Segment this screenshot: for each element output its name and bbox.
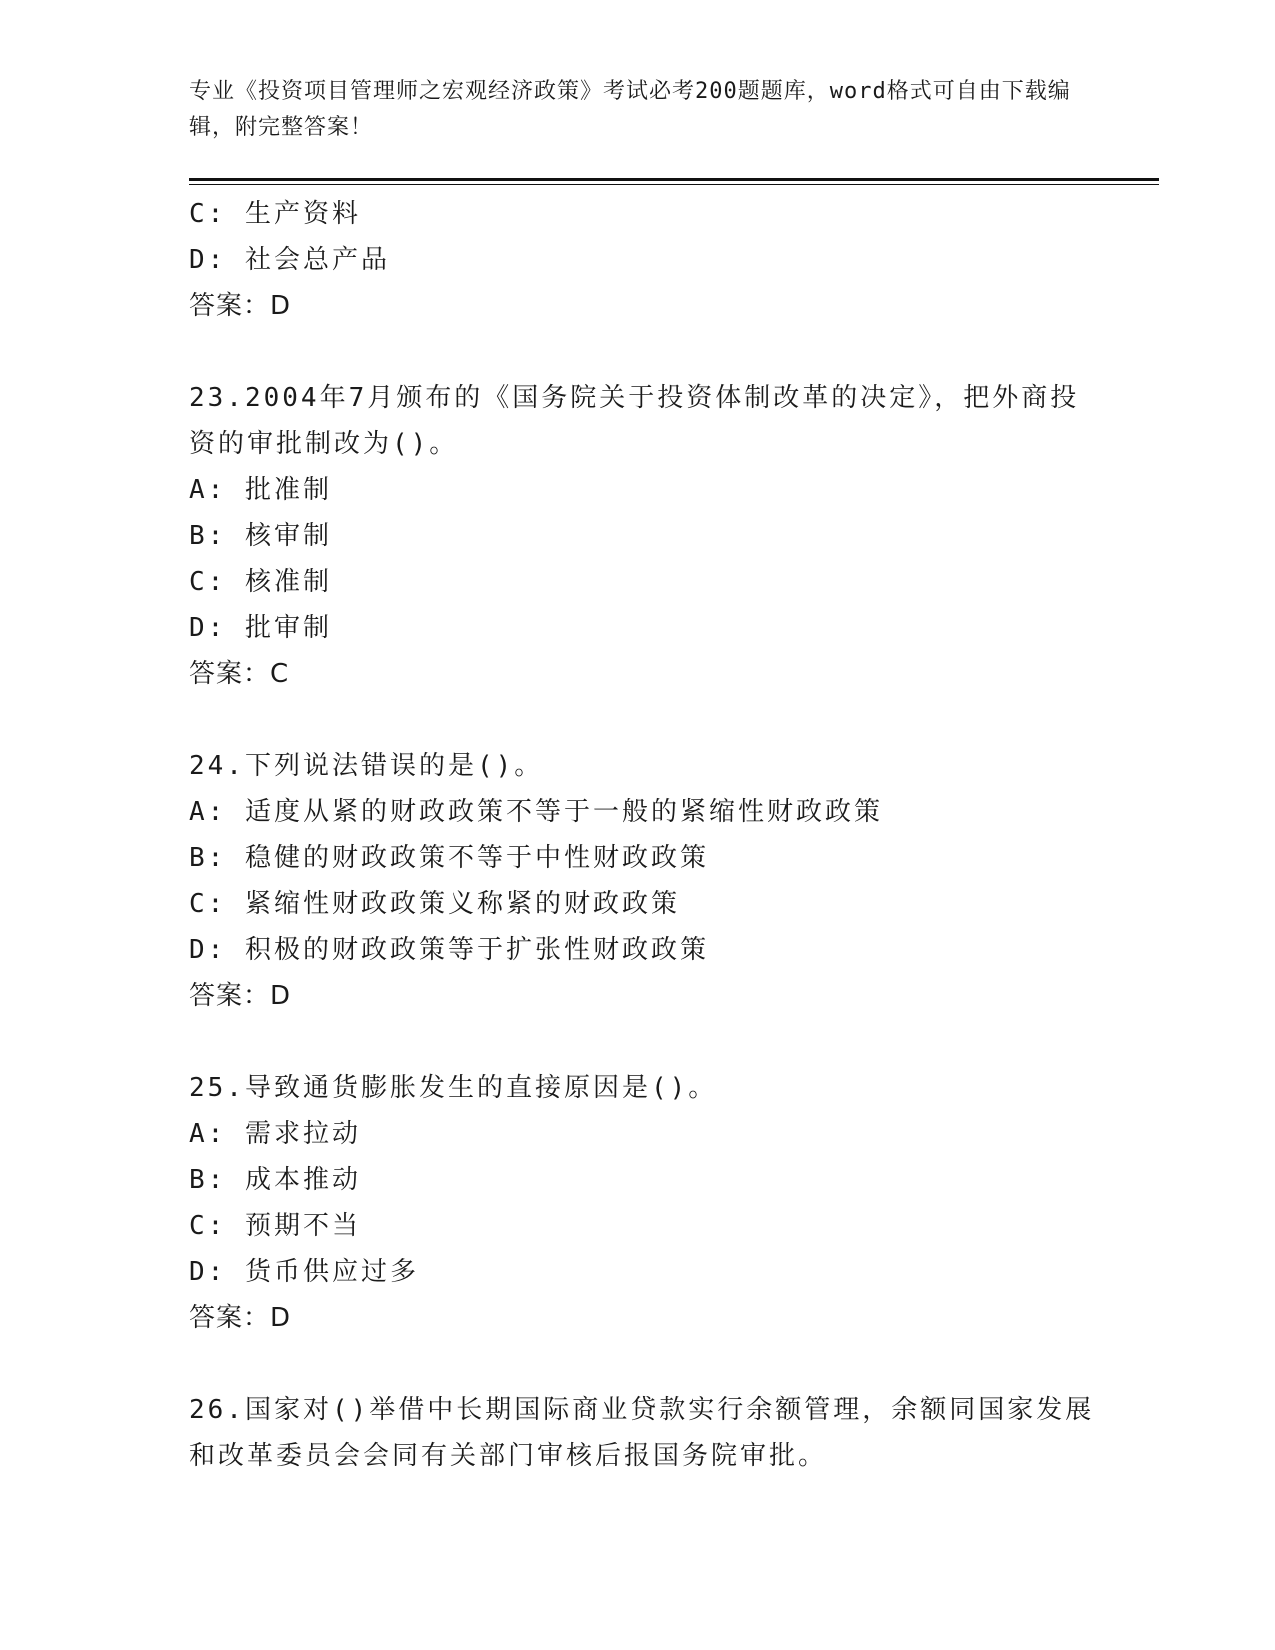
- question-stem: 23.2004年7月颁布的《国务院关于投资体制改革的决定》，把外商投: [189, 383, 1080, 413]
- option-b: B: 成本推动: [189, 1165, 361, 1195]
- answer-line: 答案：D: [189, 981, 292, 1011]
- header-divider-thick: [189, 178, 1159, 181]
- question-stem: 26.国家对()举借中长期国际商业贷款实行余额管理，余额同国家发展: [189, 1395, 1095, 1425]
- option-a: A: 适度从紧的财政政策不等于一般的紧缩性财政政策: [189, 797, 883, 827]
- option-d: D: 社会总产品: [189, 245, 390, 275]
- answer-line: 答案：C: [189, 659, 290, 689]
- option-c: C: 紧缩性财政政策义称紧的财政政策: [189, 889, 680, 919]
- question-23: [189, 375, 1089, 697]
- question-stem-continued: 和改革委员会会同有关部门审核后报国务院审批。: [189, 1441, 828, 1471]
- question-25: [189, 1065, 1089, 1341]
- document-intro: 专业《投资项目管理师之宏观经济政策》考试必考200题题库，word格式可自由下载编辑，附完整答案！: [189, 79, 1071, 140]
- answer-line: 答案：D: [189, 291, 292, 321]
- option-b: B: 稳健的财政政策不等于中性财政政策: [189, 843, 709, 873]
- option-d: D: 积极的财政政策等于扩张性财政政策: [189, 935, 709, 965]
- question-24: [189, 743, 1089, 1019]
- question-stem: 24.下列说法错误的是()。: [189, 751, 544, 781]
- question-stem-continued: 资的审批制改为()。: [189, 429, 459, 459]
- question-22-tail: [189, 191, 1089, 329]
- option-c: C: 核准制: [189, 567, 332, 597]
- option-d: D: 货币供应过多: [189, 1257, 419, 1287]
- option-c: C: 生产资料: [189, 199, 361, 229]
- question-26: [189, 1387, 1095, 1479]
- option-b: B: 核审制: [189, 521, 332, 551]
- option-a: A: 批准制: [189, 475, 332, 505]
- header-divider-thin: [189, 184, 1159, 185]
- option-c: C: 预期不当: [189, 1211, 361, 1241]
- question-list: [189, 191, 1095, 1479]
- answer-line: 答案：D: [189, 1303, 292, 1333]
- option-a: A: 需求拉动: [189, 1119, 361, 1149]
- question-stem: 25.导致通货膨胀发生的直接原因是()。: [189, 1073, 718, 1103]
- option-d: D: 批审制: [189, 613, 332, 643]
